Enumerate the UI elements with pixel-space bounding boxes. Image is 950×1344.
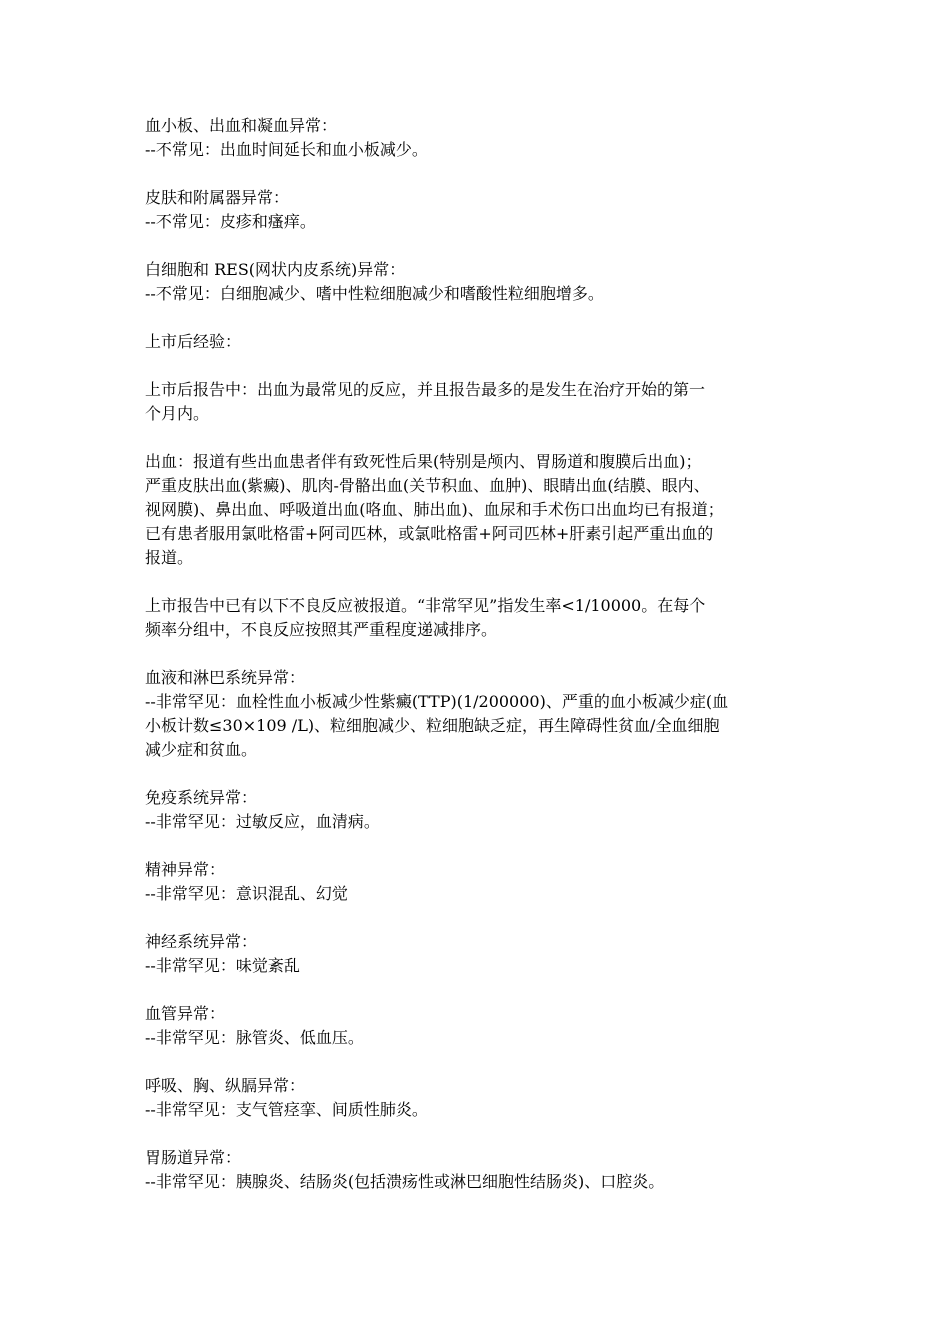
paragraph-line: 上市后报告中：出血为最常见的反应，并且报告最多的是发生在治疗开始的第一: [145, 380, 706, 399]
section-heading: 血管异常：: [145, 1004, 226, 1023]
section-text: --非常罕见：支气管痉挛、间质性肺炎。: [145, 1100, 428, 1119]
section-skin: [145, 186, 810, 234]
section-heading: 神经系统异常：: [145, 932, 258, 951]
section-text: --非常罕见：脉管炎、低血压。: [145, 1028, 364, 1047]
paragraph-line: 严重皮肤出血(紫癜)、肌肉-骨骼出血(关节积血、血肿)、眼睛出血(结膜、眼内、: [145, 476, 710, 495]
section-gastrointestinal: [145, 1146, 810, 1194]
section-heading: 血小板、出血和凝血异常：: [145, 116, 338, 135]
section-psychiatric: [145, 858, 810, 906]
section-frequency-note: [145, 594, 810, 642]
section-text: --非常罕见：血栓性血小板减少性紫癜(TTP)(1/200000)、严重的血小板减少症(血: [145, 692, 729, 711]
section-heading: 白细胞和 RES(网状内皮系统)异常：: [145, 260, 406, 279]
section-text: --非常罕见：过敏反应，血清病。: [145, 812, 380, 831]
section-text: 减少症和贫血。: [145, 740, 258, 759]
section-heading: 免疫系统异常：: [145, 788, 258, 807]
section-immune: [145, 786, 810, 834]
paragraph-line: 已有患者服用氯吡格雷+阿司匹林，或氯吡格雷+阿司匹林+肝素引起严重出血的: [145, 524, 714, 543]
section-nervous: [145, 930, 810, 978]
section-post-marketing-report: [145, 378, 810, 426]
section-heading: 胃肠道异常：: [145, 1148, 242, 1167]
paragraph-line: 报道。: [145, 548, 194, 567]
section-text: 小板计数≤30×109 /L)、粒细胞减少、粒细胞缺乏症，再生障碍性贫血/全血细胞: [145, 716, 720, 735]
section-heading: 血液和淋巴系统异常：: [145, 668, 306, 687]
section-text: --非常罕见：味觉紊乱: [145, 956, 300, 975]
section-blood-lymph: [145, 666, 810, 762]
paragraph-line: 视网膜)、鼻出血、呼吸道出血(咯血、肺出血)、血尿和手术伤口出血均已有报道；: [145, 500, 724, 519]
paragraph-line: 出血：报道有些出血患者伴有致死性后果(特别是颅内、胃肠道和腹膜后出血)；: [145, 452, 702, 471]
section-heading: 皮肤和附属器异常：: [145, 188, 290, 207]
section-platelet-bleeding: [145, 114, 810, 162]
paragraph-line: 频率分组中，不良反应按照其严重程度递减排序。: [145, 620, 498, 639]
section-vascular: [145, 1002, 810, 1050]
section-white-cell: [145, 258, 810, 306]
paragraph-line: 上市报告中已有以下不良反应被报道。“非常罕见”指发生率<1/10000。在每个: [145, 596, 706, 615]
paragraph-line: 个月内。: [145, 404, 210, 423]
section-bleeding: [145, 450, 810, 570]
document-page: [145, 114, 810, 1218]
section-respiratory: [145, 1074, 810, 1122]
section-text: --非常罕见：意识混乱、幻觉: [145, 884, 348, 903]
section-text: --不常见：皮疹和瘙痒。: [145, 212, 316, 231]
section-text: --不常见：白细胞减少、嗜中性粒细胞减少和嗜酸性粒细胞增多。: [145, 284, 604, 303]
section-heading: 呼吸、胸、纵膈异常：: [145, 1076, 306, 1095]
section-post-marketing: [145, 330, 810, 354]
section-heading: 上市后经验：: [145, 332, 242, 351]
section-text: --不常见：出血时间延长和血小板减少。: [145, 140, 428, 159]
section-text: --非常罕见：胰腺炎、结肠炎(包括溃疡性或淋巴细胞性结肠炎)、口腔炎。: [145, 1172, 665, 1191]
section-heading: 精神异常：: [145, 860, 226, 879]
